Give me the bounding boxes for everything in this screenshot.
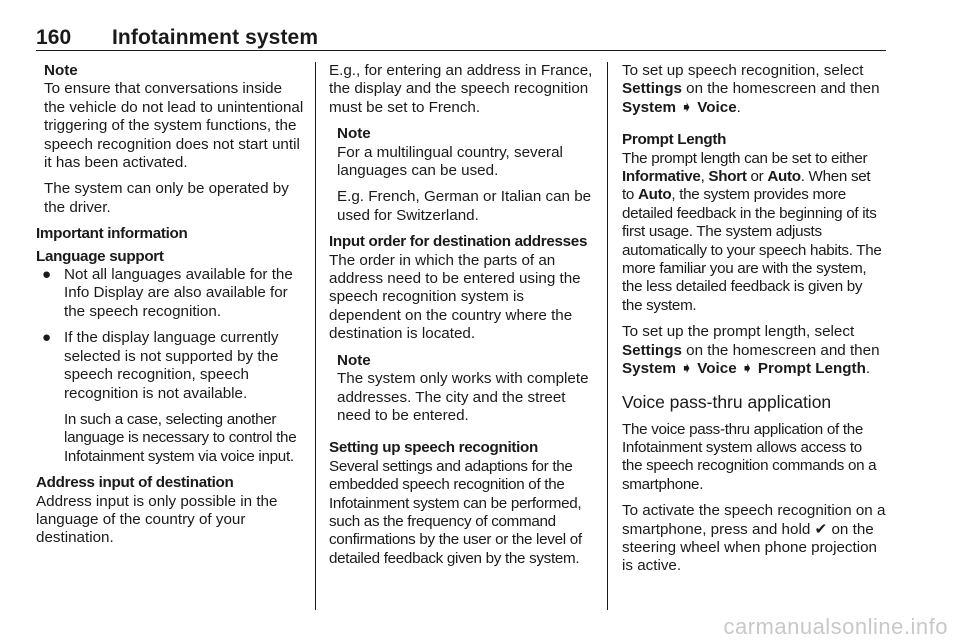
arrow-icon: ➧ xyxy=(680,360,694,378)
menu-prompt-length: Prompt Length xyxy=(757,360,866,378)
menu-settings: Settings xyxy=(622,80,682,98)
column-3 xyxy=(622,62,886,584)
header-rule xyxy=(36,50,886,51)
note-label: Note xyxy=(337,351,371,369)
list-item: ● If the display language currently selected is not supported by the speech recognition, speech recognition is not available. In such a case, selecting another language is necessary to control the Infotainment system via voice input. xyxy=(36,329,304,466)
voice-pass-thru-heading: Voice pass-thru application xyxy=(622,391,832,412)
menu-voice: Voice xyxy=(697,360,737,378)
option-informative: Informative xyxy=(622,168,701,186)
language-support-heading: Language support xyxy=(36,247,164,265)
voice-pass-thru-paragraph-1: The voice pass-thru application of the Infotainment system allows access to the speech recognition commands on a smartphone. xyxy=(622,420,877,493)
menu-voice: Voice xyxy=(697,98,737,116)
address-input-heading: Address input of destination xyxy=(36,474,234,492)
note-paragraph-2: The system can only be operated by the driver. xyxy=(44,180,289,216)
list-item-subparagraph: In such a case, selecting another language is necessary to control the Infotainment system via voice input. xyxy=(64,410,297,465)
note-paragraph: The system only works with complete addresses. The city and the street need to be entered. xyxy=(337,370,589,424)
column-2 xyxy=(329,62,596,576)
note-paragraph-1: To ensure that conversations inside the vehicle do not lead to unintentional triggering of the system functions, the speech recognition does not start until it has been activated. xyxy=(44,80,304,172)
note-label: Note xyxy=(44,62,78,79)
arrow-icon: ➧ xyxy=(680,98,694,116)
voice-pass-thru-paragraph-2: To activate the speech recognition on a smartphone, press and hold ✔ on the steering wheel when phone projection is active. xyxy=(622,502,886,575)
column-divider-2 xyxy=(607,62,608,610)
voice-control-icon: ✔ xyxy=(814,520,828,538)
input-order-paragraph: The order in which the parts of an address need to be entered using the speech recognition system is dependent on the country where the destination is located. xyxy=(329,251,581,343)
page-number: 160 xyxy=(36,26,72,49)
bullet-icon: ● xyxy=(42,266,52,284)
watermark: carmanualsonline.info xyxy=(723,614,948,639)
input-order-heading: Input order for destination addresses xyxy=(329,233,588,251)
setup-heading: Setting up speech recognition xyxy=(329,439,539,457)
speech-setup-paragraph: To set up speech recognition, select Settings on the homescreen and then System ➧ Voice. xyxy=(622,62,880,116)
menu-settings: Settings xyxy=(622,341,682,359)
list-item: ● Not all languages available for the Info Display are also available for the speech recognition. xyxy=(42,266,293,320)
option-auto: Auto xyxy=(638,186,672,204)
page-title: Infotainment system xyxy=(112,26,319,49)
bullet-icon: ● xyxy=(42,329,52,347)
setup-paragraph: Several settings and adaptions for the embedded speech recognition of the Infotainment system can be performed, such as the frequency of command confirmations by the user or the level of detailed feedback given by the system. xyxy=(329,457,582,567)
note-block xyxy=(329,125,596,225)
option-auto: Auto xyxy=(767,168,801,186)
prompt-length-paragraph: The prompt length can be set to either Informative, Short or Auto. When set to Auto, the system provides more detailed feedback in the beginning of its first usage. The system adjusts automatically to your speech habits. The more familiar you are with the system, the less detailed feedback is given by the system. xyxy=(622,149,882,314)
arrow-icon: ➧ xyxy=(740,360,754,378)
prompt-length-heading: Prompt Length xyxy=(622,131,727,149)
note-label: Note xyxy=(337,125,371,143)
option-short: Short xyxy=(708,168,747,186)
column-divider-1 xyxy=(315,62,316,610)
menu-system: System xyxy=(622,98,677,116)
prompt-setup-paragraph: To set up the prompt length, select Settings on the homescreen and then System ➧ Voice ➧ Prompt Length. xyxy=(622,323,880,378)
important-information-heading: Important information xyxy=(36,225,188,243)
column-1 xyxy=(36,62,304,556)
note-paragraph-2: E.g. French, German or Italian can be used for Switzerland. xyxy=(337,188,592,224)
menu-system: System xyxy=(622,360,677,378)
note-block xyxy=(36,62,304,217)
address-input-paragraph: Address input is only possible in the language of the country of your destination. xyxy=(36,492,278,547)
intro-paragraph: E.g., for entering an address in France, the display and the speech recognition must be set to French. xyxy=(329,62,593,116)
note-block xyxy=(329,352,596,426)
language-support-list xyxy=(36,266,304,466)
note-paragraph-1: For a multilingual country, several languages can be used. xyxy=(337,143,563,180)
page-header xyxy=(36,26,318,50)
